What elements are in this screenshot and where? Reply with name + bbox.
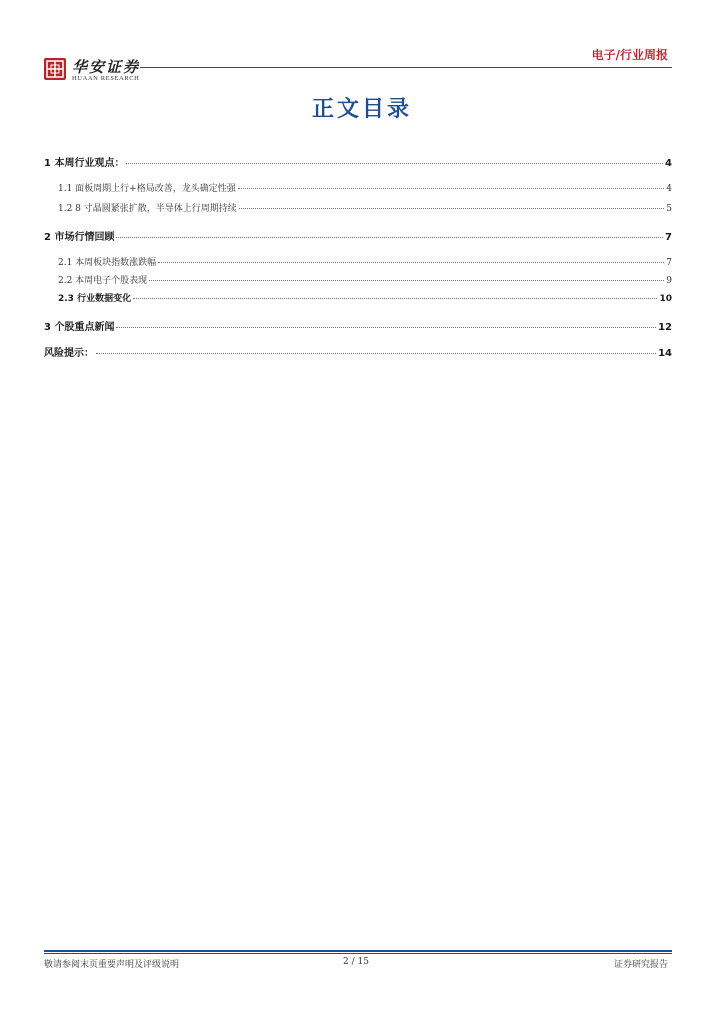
- toc-entry-page: 10: [659, 294, 672, 304]
- toc-entry-label: 2.2 本周电子个股表现: [58, 276, 148, 286]
- toc-leader-dots: [96, 353, 656, 354]
- huaan-logo-icon: [44, 58, 66, 80]
- toc-entry-label: 3 个股重点新闻: [44, 322, 115, 333]
- page-header: [0, 0, 724, 90]
- toc-entry[interactable]: [44, 344, 672, 359]
- toc-leader-dots: [116, 237, 663, 238]
- toc-entry-label: 1.2 8 寸晶圆紧张扩散，半导体上行周期持续: [58, 204, 237, 214]
- page-title: 正文目录: [311, 97, 412, 122]
- toc-entry-page: 4: [666, 184, 672, 194]
- toc-entry-label: 1 本周行业观点：: [44, 158, 125, 169]
- toc-leader-dots: [238, 188, 665, 189]
- toc-entry[interactable]: [44, 228, 672, 243]
- toc-leader-dots: [149, 280, 664, 281]
- footer-disclaimer: 敬请参阅末页重要声明及评级说明: [44, 960, 180, 970]
- page-number: 2 / 15: [343, 957, 369, 967]
- toc-entry-page: 5: [666, 204, 672, 214]
- toc-entry[interactable]: [44, 318, 672, 333]
- toc-leader-dots: [239, 208, 665, 209]
- toc-entry-label: 2.3 行业数据变化: [58, 294, 132, 304]
- toc-leader-dots: [158, 262, 664, 263]
- toc-leader-dots: [133, 298, 657, 299]
- toc-entry-page: 7: [666, 258, 672, 268]
- footer-doc-type: 证券研究报告: [613, 960, 668, 970]
- page-footer: [44, 957, 668, 971]
- toc-entry[interactable]: [44, 291, 672, 304]
- toc-entry-page: 4: [665, 158, 672, 169]
- logo-english-name: HUAAN RESEARCH: [72, 75, 140, 82]
- toc-leader-dots: [116, 327, 656, 328]
- toc-entry[interactable]: [44, 255, 672, 268]
- logo-chinese-name: 华安证券: [72, 58, 141, 76]
- toc-entry-label: 2.1 本周板块指数涨跌幅: [58, 258, 157, 268]
- toc-entry[interactable]: [44, 154, 672, 169]
- toc-entry-page: 14: [658, 348, 672, 359]
- footer-divider: [44, 950, 672, 952]
- toc-entry-page: 12: [658, 322, 672, 333]
- header-divider: [140, 67, 672, 68]
- toc-entry[interactable]: [44, 201, 672, 214]
- footer-divider-thin: [44, 953, 672, 954]
- toc-entry-page: 9: [666, 276, 672, 286]
- toc-entry[interactable]: [44, 273, 672, 286]
- toc-entry-label: 风险提示：: [44, 348, 94, 359]
- toc-entry-label: 1.1 面板周期上行+格局改善，龙头确定性强: [58, 184, 236, 194]
- toc-entry-label: 2 市场行情回顾: [44, 232, 115, 243]
- report-category: 电子/行业周报: [591, 48, 668, 62]
- toc-entry[interactable]: [44, 181, 672, 194]
- toc-entry-page: 7: [665, 232, 672, 243]
- toc-leader-dots: [126, 163, 663, 164]
